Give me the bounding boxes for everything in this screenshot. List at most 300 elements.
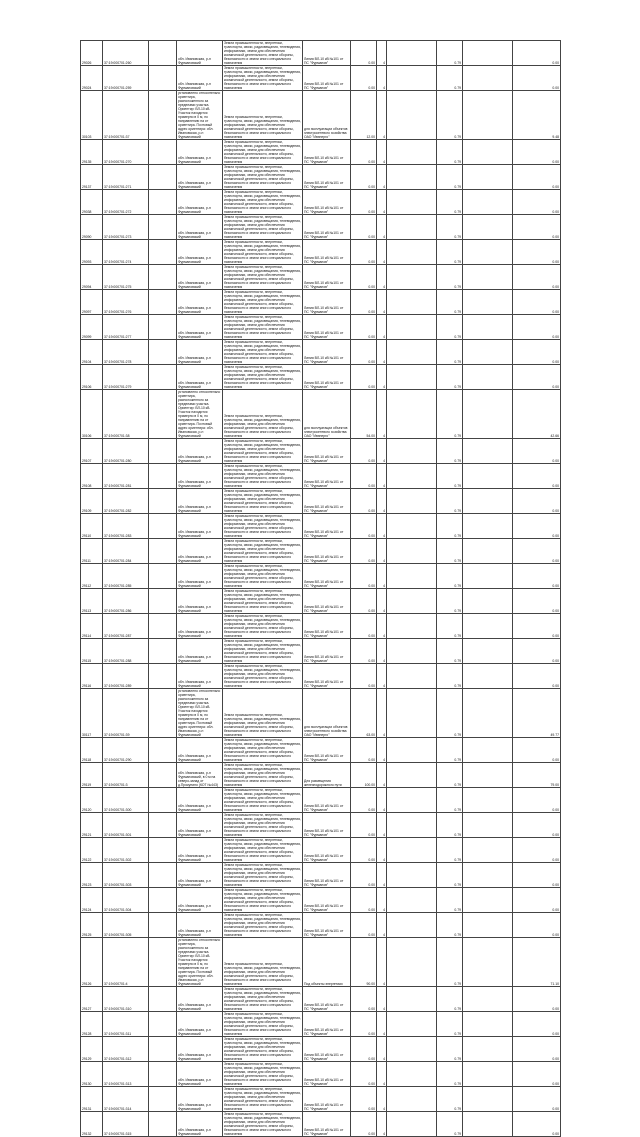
- coefficient: 0.79: [437, 539, 463, 564]
- cadastral-number: 37:19:000701:272: [103, 190, 149, 215]
- blank-cell: [387, 365, 437, 390]
- address: установлено относительно ориентира, расположенного за пределами участка. Ориентир: ВЛ-10 кВ. Участок находится примерно в 0 м, по направлению на от ориентира. Почтовый адрес ориентира: обл. Ивановская, р-н Фурмановский: [177, 91, 223, 140]
- rate-code: 4: [377, 838, 387, 863]
- table-row: [81, 763, 561, 788]
- total: 0.00: [513, 489, 561, 514]
- permitted-use: Линия ВЛ-10 кВ №101 от ПС "Фурманов": [303, 788, 351, 813]
- table-row: [81, 1012, 561, 1037]
- coefficient: 0.79: [437, 290, 463, 315]
- land-category: Земли промышленности, энергетики, транспорта, связи, радиовещания, телевидения, информатики, земли для обеспечения космической деятельности, земли обороны, безопасности и земли иного специального назначения: [224, 863, 301, 887]
- area: 0.00: [351, 738, 377, 763]
- cadastral-number: 37:19:000701:301: [103, 813, 149, 838]
- land-category: Земли промышленности, энергетики, транспорта, связи, радиовещания, телевидения, информатики, земли для обеспечения космической деятельности, земли обороны, безопасности и земли иного специального назначения: [224, 66, 301, 90]
- land-category: Земли промышленности, энергетики, транспорта, связи, радиовещания, телевидения, информатики, земли для обеспечения космической деятельности, земли обороны, безопасности и земли иного специального назначения: [224, 464, 301, 488]
- table-row: [81, 813, 561, 838]
- cadastral-number: 37:19:000701:280: [103, 439, 149, 464]
- area: 0.00: [351, 340, 377, 365]
- total: 0.00: [513, 365, 561, 390]
- land-category: Земли промышленности, энергетики, транспорта, связи, радиовещания, телевидения, информатики, земли для обеспечения космической деятельности, земли обороны, безопасности и земли иного специального назначения: [224, 41, 301, 65]
- blank-cell: [387, 340, 437, 365]
- permitted-use: Линия ВЛ-10 кВ №101 от ПС "Фурманов": [303, 66, 351, 91]
- blank-cell: [149, 290, 177, 315]
- coefficient: 0.79: [437, 664, 463, 689]
- land-category: Земли промышленности, энергетики, транспорта, связи, радиовещания, телевидения, информатики, земли для обеспечения космической деятельности, земли обороны, безопасности и земли иного специального назначения: [224, 190, 301, 214]
- coefficient: 0.79: [437, 689, 463, 738]
- cadastral-number: 37:19:000701:39: [103, 689, 149, 738]
- address: установлено относительно ориентира, расположенного за пределами участка. Ориентир: ВЛ-10 кВ. Участок находится примерно в 0 м, по направлению на от ориентира. Почтовый адрес ориентира: обл. Ивановская, р-н Фурмановский: [177, 689, 223, 738]
- blank-cell: [387, 1087, 437, 1112]
- blank-cell: [463, 66, 513, 91]
- coefficient: 0.79: [437, 913, 463, 938]
- blank-cell: [387, 66, 437, 91]
- blank-cell: [463, 315, 513, 340]
- blank-cell: [149, 140, 177, 165]
- total: 0.00: [513, 41, 561, 66]
- total: 0.00: [513, 1062, 561, 1087]
- cadastral-number: 37:19:000701:304: [103, 888, 149, 913]
- row-id: 29126: [81, 938, 103, 987]
- area: 0.00: [351, 514, 377, 539]
- blank-cell: [463, 190, 513, 215]
- address: обл. Ивановская, р-н Фурмановский: [177, 564, 223, 589]
- rate-code: 4: [377, 165, 387, 190]
- table-row: [81, 589, 561, 614]
- table-row: [81, 539, 561, 564]
- address: обл. Ивановская, р-н Фурмановский: [177, 290, 223, 315]
- rate-code: 4: [377, 464, 387, 489]
- blank-cell: [149, 365, 177, 390]
- blank-cell: [463, 464, 513, 489]
- address: обл. Ивановская, р-н Фурмановский: [177, 365, 223, 390]
- blank-cell: [149, 489, 177, 514]
- permitted-use: Линия ВЛ-10 кВ №101 от ПС "Фурманов": [303, 664, 351, 689]
- row-id: 29111: [81, 539, 103, 564]
- blank-cell: [463, 938, 513, 987]
- permitted-use: Линия ВЛ-10 кВ №101 от ПС "Фурманов": [303, 1012, 351, 1037]
- blank-cell: [149, 315, 177, 340]
- table-row: [81, 215, 561, 240]
- blank-cell: [463, 888, 513, 913]
- row-id: 29128: [81, 1012, 103, 1037]
- area: 0.00: [351, 863, 377, 888]
- land-category: Земли промышленности, энергетики, транспорта, связи, радиовещания, телевидения, информатики, земли для обеспечения космической деятельности, земли обороны, безопасности и земли иного специального назначения: [224, 763, 301, 787]
- coefficient: 0.79: [437, 788, 463, 813]
- area: 0.00: [351, 439, 377, 464]
- cadastral-number: 37:19:000701:288: [103, 639, 149, 664]
- blank-cell: [387, 439, 437, 464]
- cadastral-number: 37:19:000701:4: [103, 938, 149, 987]
- coefficient: 0.79: [437, 240, 463, 265]
- coefficient: 0.79: [437, 863, 463, 888]
- area: 0.00: [351, 589, 377, 614]
- table-row: [81, 564, 561, 589]
- rate-code: 4: [377, 788, 387, 813]
- blank-cell: [387, 938, 437, 987]
- address: обл. Ивановская, р-н Фурмановский, в 0 м на северо-запад от д.Прокунино (КОТ №443): [177, 763, 223, 788]
- total: 0.00: [513, 664, 561, 689]
- row-id: 29107: [81, 439, 103, 464]
- blank-cell: [149, 639, 177, 664]
- table-row: [81, 1062, 561, 1087]
- blank-cell: [463, 240, 513, 265]
- cadastral-number: 37:19:000701:314: [103, 1087, 149, 1112]
- coefficient: 0.79: [437, 140, 463, 165]
- blank-cell: [149, 664, 177, 689]
- area: 0.00: [351, 240, 377, 265]
- cadastral-number: 37:19:000701:315: [103, 1112, 149, 1137]
- cadastral-number: 37:19:000701:310: [103, 987, 149, 1012]
- row-id: 29130: [81, 1062, 103, 1087]
- table-row: [81, 240, 561, 265]
- area: 0.00: [351, 813, 377, 838]
- rate-code: 4: [377, 1037, 387, 1062]
- permitted-use: Линия ВЛ-10 кВ №101 от ПС "Фурманов": [303, 290, 351, 315]
- blank-cell: [149, 165, 177, 190]
- blank-cell: [463, 987, 513, 1012]
- land-category: Земли промышленности, энергетики, транспорта, связи, радиовещания, телевидения, информатики, земли для обеспечения космической деятельности, земли обороны, безопасности и земли иного специального назначения: [224, 987, 301, 1011]
- blank-cell: [463, 91, 513, 140]
- permitted-use: Линия ВЛ-10 кВ №101 от ПС "Фурманов": [303, 514, 351, 539]
- blank-cell: [463, 614, 513, 639]
- land-category: Земли промышленности, энергетики, транспорта, связи, радиовещания, телевидения, информатики, земли для обеспечения космической деятельности, земли обороны, безопасности и земли иного специального назначения: [224, 664, 301, 688]
- blank-cell: [387, 738, 437, 763]
- coefficient: 0.79: [437, 1112, 463, 1137]
- permitted-use: Линия ВЛ-10 кВ №101 от ПС "Фурманов": [303, 315, 351, 340]
- total: 0.00: [513, 140, 561, 165]
- land-category: Земли промышленности, энергетики, транспорта, связи, радиовещания, телевидения, информатики, земли для обеспечения космической деятельности, земли обороны, безопасности и земли иного специального назначения: [223, 689, 303, 738]
- total: 42.66: [513, 390, 561, 439]
- permitted-use: Линия ВЛ-10 кВ №101 от ПС "Фурманов": [303, 913, 351, 938]
- blank-cell: [387, 215, 437, 240]
- total: 0.00: [513, 838, 561, 863]
- blank-cell: [149, 689, 177, 738]
- total: 0.00: [513, 888, 561, 913]
- cadastral-number: 37:19:000701:285: [103, 564, 149, 589]
- blank-cell: [387, 689, 437, 738]
- address: обл. Ивановская, р-н Фурмановский: [177, 464, 223, 489]
- row-id: 29116: [81, 664, 103, 689]
- total: 71.10: [513, 938, 561, 987]
- permitted-use: Линия ВЛ-10 кВ №101 от ПС "Фурманов": [303, 539, 351, 564]
- blank-cell: [387, 788, 437, 813]
- rate-code: 4: [377, 365, 387, 390]
- blank-cell: [387, 140, 437, 165]
- coefficient: 0.79: [437, 763, 463, 788]
- row-id: 29113: [81, 589, 103, 614]
- permitted-use: Линия ВЛ-10 кВ №101 от ПС "Фурманов": [303, 1062, 351, 1087]
- rate-code: 4: [377, 664, 387, 689]
- area: 63.00: [351, 689, 377, 738]
- table-row: [81, 390, 561, 439]
- permitted-use: Линия ВЛ-10 кВ №101 от ПС "Фурманов": [303, 589, 351, 614]
- blank-cell: [463, 140, 513, 165]
- table-row: [81, 165, 561, 190]
- cadastral-number: 37:19:000701:284: [103, 539, 149, 564]
- blank-cell: [463, 1062, 513, 1087]
- land-category: Земли промышленности, энергетики, транспорта, связи, радиовещания, телевидения, информатики, земли для обеспечения космической деятельности, земли обороны, безопасности и земли иного специального назначения: [224, 215, 301, 239]
- blank-cell: [463, 489, 513, 514]
- blank-cell: [387, 639, 437, 664]
- land-category: Земли промышленности, энергетики, транспорта, связи, радиовещания, телевидения, информатики, земли для обеспечения космической деятельности, земли обороны, безопасности и земли иного специального назначения: [223, 938, 303, 987]
- rate-code: 4: [377, 514, 387, 539]
- area: 0.00: [351, 1012, 377, 1037]
- blank-cell: [387, 1012, 437, 1037]
- blank-cell: [387, 813, 437, 838]
- blank-cell: [149, 240, 177, 265]
- table-row: [81, 91, 561, 140]
- total: 0.00: [513, 190, 561, 215]
- cadastral-number: 37:19:000701:283: [103, 514, 149, 539]
- table-row: [81, 664, 561, 689]
- blank-cell: [463, 813, 513, 838]
- row-id: 29125: [81, 913, 103, 938]
- row-id: 29135: [81, 140, 103, 165]
- blank-cell: [149, 564, 177, 589]
- table-row: [81, 987, 561, 1012]
- table-row: [81, 464, 561, 489]
- cadastral-number: 37:19:000701:300: [103, 788, 149, 813]
- blank-cell: [387, 190, 437, 215]
- coefficient: 0.79: [437, 365, 463, 390]
- blank-cell: [387, 888, 437, 913]
- blank-cell: [149, 987, 177, 1012]
- row-id: 29097: [81, 290, 103, 315]
- area: 0.00: [351, 290, 377, 315]
- cadastral-number: 37:19:000701:38: [103, 390, 149, 439]
- blank-cell: [387, 240, 437, 265]
- blank-cell: [149, 265, 177, 290]
- blank-cell: [463, 639, 513, 664]
- land-category: Земли промышленности, энергетики, транспорта, связи, радиовещания, телевидения, информатики, земли для обеспечения космической деятельности, земли обороны, безопасности и земли иного специального назначения: [224, 1062, 301, 1086]
- blank-cell: [463, 390, 513, 439]
- row-id: 29124: [81, 888, 103, 913]
- row-id: 29121: [81, 813, 103, 838]
- rate-code: 4: [377, 290, 387, 315]
- land-category: Земли промышленности, энергетики, транспорта, связи, радиовещания, телевидения, информатики, земли для обеспечения космической деятельности, земли обороны, безопасности и земли иного специального назначения: [224, 1037, 301, 1061]
- cadastral-number: 37:19:000701:271: [103, 165, 149, 190]
- blank-cell: [463, 340, 513, 365]
- table-row: [81, 190, 561, 215]
- table-row: [81, 913, 561, 938]
- blank-cell: [463, 265, 513, 290]
- row-id: 29099: [81, 315, 103, 340]
- permitted-use: Линия ВЛ-10 кВ №101 от ПС "Фурманов": [303, 987, 351, 1012]
- table-row: [81, 66, 561, 91]
- cadastral-number: 37:19:000701:303: [103, 863, 149, 888]
- table-row: [81, 888, 561, 913]
- cadastral-number: 37:19:000701:287: [103, 614, 149, 639]
- row-id: 29132: [81, 1112, 103, 1137]
- total: 0.00: [513, 788, 561, 813]
- coefficient: 0.79: [437, 340, 463, 365]
- cadastral-number: 37:19:000701:312: [103, 1037, 149, 1062]
- total: 0.00: [513, 215, 561, 240]
- coefficient: 0.79: [437, 614, 463, 639]
- area: 0.00: [351, 987, 377, 1012]
- rate-code: 4: [377, 938, 387, 987]
- area: 0.00: [351, 140, 377, 165]
- blank-cell: [463, 788, 513, 813]
- coefficient: 0.79: [437, 738, 463, 763]
- blank-cell: [149, 788, 177, 813]
- blank-cell: [463, 1112, 513, 1137]
- blank-cell: [387, 589, 437, 614]
- table-row: [81, 265, 561, 290]
- rate-code: 4: [377, 240, 387, 265]
- total: 0.00: [513, 987, 561, 1012]
- land-category: Земли промышленности, энергетики, транспорта, связи, радиовещания, телевидения, информатики, земли для обеспечения космической деятельности, земли обороны, безопасности и земли иного специального назначения: [224, 1012, 301, 1036]
- coefficient: 0.79: [437, 165, 463, 190]
- blank-cell: [149, 1062, 177, 1087]
- coefficient: 0.79: [437, 838, 463, 863]
- cadastral-number: 37:19:000701:275: [103, 265, 149, 290]
- area: 0.00: [351, 165, 377, 190]
- blank-cell: [387, 290, 437, 315]
- coefficient: 0.79: [437, 1062, 463, 1087]
- row-id: 29114: [81, 614, 103, 639]
- area: 0.00: [351, 489, 377, 514]
- rate-code: 4: [377, 1087, 387, 1112]
- address: обл. Ивановская, р-н Фурмановский: [177, 913, 223, 938]
- row-id: 29127: [81, 987, 103, 1012]
- address: обл. Ивановская, р-н Фурмановский: [177, 66, 223, 91]
- permitted-use: Линия ВЛ-10 кВ №101 от ПС "Фурманов": [303, 1037, 351, 1062]
- table-row: [81, 863, 561, 888]
- blank-cell: [387, 41, 437, 66]
- area: 90.00: [351, 938, 377, 987]
- area: 0.00: [351, 315, 377, 340]
- blank-cell: [387, 863, 437, 888]
- land-category: Земли промышленности, энергетики, транспорта, связи, радиовещания, телевидения, информатики, земли для обеспечения космической деятельности, земли обороны, безопасности и земли иного специального назначения: [223, 390, 303, 439]
- cadastral-number: 37:19:000701:289: [103, 664, 149, 689]
- blank-cell: [149, 464, 177, 489]
- total: 0.00: [513, 1012, 561, 1037]
- rate-code: 4: [377, 888, 387, 913]
- permitted-use: Для размещения железнодорожного пути: [303, 763, 351, 788]
- address: обл. Ивановская, р-н Фурмановский: [177, 41, 223, 66]
- table-row: [81, 514, 561, 539]
- coefficient: 0.79: [437, 315, 463, 340]
- total: 79.00: [513, 763, 561, 788]
- table-row: [81, 1037, 561, 1062]
- land-category: Земли промышленности, энергетики, транспорта, связи, радиовещания, телевидения, информатики, земли для обеспечения космической деятельности, земли обороны, безопасности и земли иного специального назначения: [224, 813, 301, 837]
- address: обл. Ивановская, р-н Фурмановский: [177, 514, 223, 539]
- rate-code: 4: [377, 987, 387, 1012]
- row-id: 29137: [81, 165, 103, 190]
- area: 0.00: [351, 1037, 377, 1062]
- total: 0.00: [513, 240, 561, 265]
- land-category: Земли промышленности, энергетики, транспорта, связи, радиовещания, телевидения, информатики, земли для обеспечения космической деятельности, земли обороны, безопасности и земли иного специального назначения: [224, 340, 301, 364]
- rate-code: 4: [377, 190, 387, 215]
- rate-code: 4: [377, 614, 387, 639]
- blank-cell: [149, 390, 177, 439]
- total: 0.00: [513, 514, 561, 539]
- blank-cell: [463, 1012, 513, 1037]
- permitted-use: для эксплуатации объектов электросетевого хозяйства ОАО "Ивэнерго": [303, 390, 351, 439]
- address: обл. Ивановская, р-н Фурмановский: [177, 1062, 223, 1087]
- area: 0.00: [351, 265, 377, 290]
- blank-cell: [463, 738, 513, 763]
- permitted-use: Линия ВЛ-10 кВ №101 от ПС "Фурманов": [303, 863, 351, 888]
- document-sheet: [80, 40, 560, 1136]
- total: 0.00: [513, 813, 561, 838]
- coefficient: 0.79: [437, 439, 463, 464]
- area: 0.00: [351, 838, 377, 863]
- rate-code: 4: [377, 66, 387, 91]
- table-row: [81, 788, 561, 813]
- total: 0.00: [513, 863, 561, 888]
- blank-cell: [149, 888, 177, 913]
- cadastral-number: 37:19:000701:3: [103, 763, 149, 788]
- permitted-use: для эксплуатации объектов электросетевого хозяйства ОАО "Ивэнерго": [303, 91, 351, 140]
- table-row: [81, 290, 561, 315]
- land-category: Земли промышленности, энергетики, транспорта, связи, радиовещания, телевидения, информатики, земли для обеспечения космической деятельности, земли обороны, безопасности и земли иного специального назначения: [224, 240, 301, 264]
- address: обл. Ивановская, р-н Фурмановский: [177, 1012, 223, 1037]
- row-id: 29106: [81, 365, 103, 390]
- blank-cell: [463, 863, 513, 888]
- table-row: [81, 365, 561, 390]
- coefficient: 0.79: [437, 265, 463, 290]
- blank-cell: [463, 1037, 513, 1062]
- address: обл. Ивановская, р-н Фурмановский: [177, 539, 223, 564]
- blank-cell: [387, 1112, 437, 1137]
- blank-cell: [149, 66, 177, 91]
- area: 0.00: [351, 365, 377, 390]
- total: 0.00: [513, 1087, 561, 1112]
- area: 0.00: [351, 539, 377, 564]
- address: обл. Ивановская, р-н Фурмановский: [177, 190, 223, 215]
- address: обл. Ивановская, р-н Фурмановский: [177, 664, 223, 689]
- rate-code: 4: [377, 539, 387, 564]
- row-id: 29123: [81, 863, 103, 888]
- table-row: [81, 738, 561, 763]
- address: обл. Ивановская, р-н Фурмановский: [177, 838, 223, 863]
- land-category: Земли промышленности, энергетики, транспорта, связи, радиовещания, телевидения, информатики, земли для обеспечения космической деятельности, земли обороны, безопасности и земли иного специального назначения: [224, 913, 301, 937]
- table-row: [81, 938, 561, 987]
- rate-code: 4: [377, 763, 387, 788]
- rate-code: 4: [377, 1112, 387, 1137]
- table-row: [81, 41, 561, 66]
- blank-cell: [149, 41, 177, 66]
- blank-cell: [463, 514, 513, 539]
- blank-cell: [387, 664, 437, 689]
- address: обл. Ивановская, р-н Фурмановский: [177, 489, 223, 514]
- coefficient: 0.79: [437, 813, 463, 838]
- cadastral-number: 37:19:000701:311: [103, 1012, 149, 1037]
- table-row: [81, 639, 561, 664]
- cadastral-number: 37:19:000701:281: [103, 464, 149, 489]
- rate-code: 4: [377, 439, 387, 464]
- area: 0.00: [351, 913, 377, 938]
- land-category: Земли промышленности, энергетики, транспорта, связи, радиовещания, телевидения, информатики, земли для обеспечения космической деятельности, земли обороны, безопасности и земли иного специального назначения: [224, 1112, 301, 1136]
- land-category: Земли промышленности, энергетики, транспорта, связи, радиовещания, телевидения, информатики, земли для обеспечения космической деятельности, земли обороны, безопасности и земли иного специального назначения: [224, 738, 301, 762]
- table-row: [81, 1087, 561, 1112]
- blank-cell: [387, 614, 437, 639]
- blank-cell: [387, 539, 437, 564]
- row-id: 29129: [81, 1037, 103, 1062]
- blank-cell: [463, 41, 513, 66]
- area: 0.00: [351, 639, 377, 664]
- land-category: Земли промышленности, энергетики, транспорта, связи, радиовещания, телевидения, информатики, земли для обеспечения космической деятельности, земли обороны, безопасности и земли иного специального назначения: [224, 439, 301, 463]
- blank-cell: [463, 689, 513, 738]
- rate-code: 4: [377, 639, 387, 664]
- coefficient: 0.79: [437, 1037, 463, 1062]
- blank-cell: [387, 315, 437, 340]
- blank-cell: [149, 539, 177, 564]
- total: 0.00: [513, 539, 561, 564]
- area: 0.00: [351, 1087, 377, 1112]
- area: 0.00: [351, 664, 377, 689]
